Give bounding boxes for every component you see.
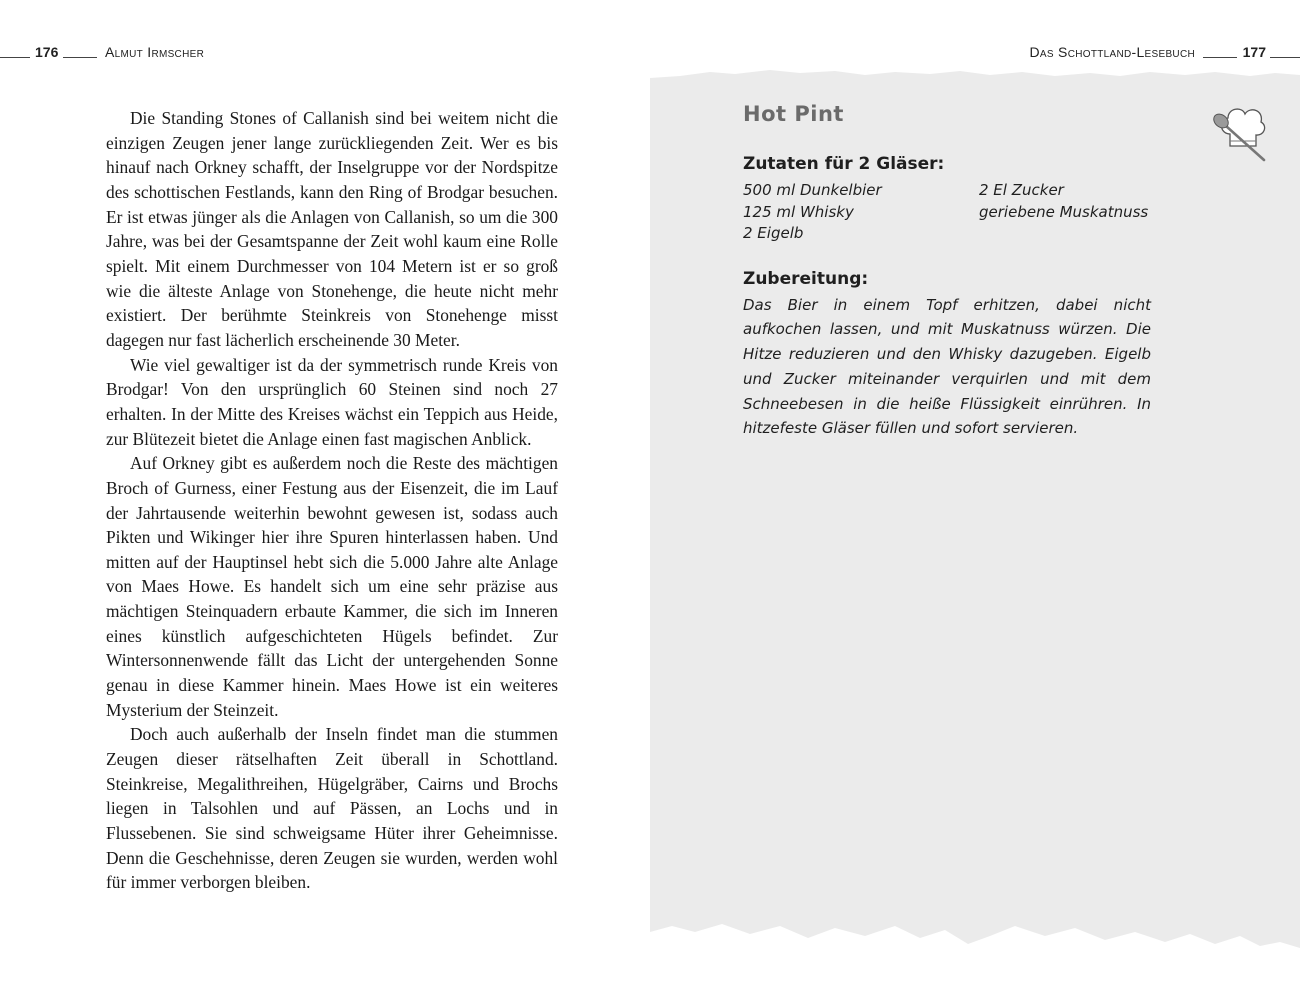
body-paragraph: Doch auch außerhalb der Inseln findet man die stummen Zeugen dieser rätselhaften Zeit überall in Schottland. Steinkreise, Megalithreihen, Hügelgräber, Cairns und Brochs liegen in Talsohlen und auf Pässen, an Lochs und in Flussebenen. Sie sind schweigsame Hüter ihrer Geheimnisse. Denn die Geschehnisse, deren Zeugen sie wurden, werden wohl für immer verborgen bleiben. (106, 724, 558, 893)
chef-hat-spoon-icon (1212, 104, 1268, 162)
left-page-body (106, 106, 558, 895)
ingredients-list (743, 180, 1151, 245)
ingredients-heading: Zutaten für 2 Gläser: (743, 154, 945, 174)
preparation-text: Das Bier in einem Topf erhitzen, dabei nicht aufkochen lassen, und mit Muskatnuss würzen. Die Hitze reduzieren und den Whisky dazugeben. Eigelb und Zucker miteinander verquirlen und mit dem Schneebesen in die heiße Flüssigkeit einrühren. In hitzefeste Gläser füllen und sofort servieren. (743, 295, 1151, 438)
body-paragraph: Wie viel gewaltiger ist da der symmetrisch runde Kreis von Brodgar! Von den ursprünglich 60 Steinen sind noch 27 erhalten. In der Mitte des Kreises wächst ein Teppich aus Heide, zur Blütezeit bietet die Anlage einen fast magischen Anblick. (106, 354, 558, 449)
ingredient-item: 500 ml Dunkelbier (743, 181, 882, 199)
recipe-panel (650, 70, 1300, 950)
ingredient-item: 2 El Zucker (979, 181, 1064, 199)
header-rule (0, 57, 30, 58)
body-paragraph: Auf Orkney gibt es außerdem noch die Reste des mächtigen Broch of Gurness, einer Festung aus der Eisenzeit, die im Lauf der Jahrtausende weiterhin bewohnt gewesen ist, sodass auch Pikten und Wikinger hier ihre Spuren hinterlassen haben. Und mitten auf der Hauptinsel hebt sich die 5.000 Jahre alte Anlage von Maes Howe. Es handelt sich um eine sehr präzise aus mächtigen Steinquadern erbaute Kammer, die sich im Inneren eines künstlich aufgeschichteten Hügels befindet. Zur Wintersonnenwende fällt das Licht der untergehenden Sonne genau in diese Kammer hinein. Maes Howe ist ein weiteres Mysterium der Steinzeit. (106, 453, 558, 720)
left-running-title: Almut Irmscher (105, 44, 205, 60)
header-rule (1203, 57, 1237, 58)
ingredient-item: 125 ml Whisky (743, 202, 854, 221)
right-page-number: 177 (1242, 44, 1266, 60)
right-running-header (660, 42, 1300, 64)
left-page-number: 176 (35, 44, 59, 60)
recipe-title: Hot Pint (743, 102, 844, 126)
header-rule (1270, 57, 1300, 58)
left-running-header (0, 42, 640, 64)
body-paragraph: Die Standing Stones of Callanish sind bei weitem nicht die einzigen Zeugen jener lange zurückliegenden Zeit. Wer es bis hinauf nach Orkney schafft, der Inselgruppe vor der Nordspitze des schottischen Festlands, kann den Ring of Brodgar besuchen. Er ist etwas jünger als die Anlagen von Callanish, so um die 300 Jahre, was bei der Gesamtspanne der Zeit wohl kaum eine Rolle spielt. Mit einem Durchmesser von 104 Metern ist er so groß wie die älteste Anlage von Stonehenge, die heute nicht mehr existiert. Der berühmte Steinkreis von Stonehenge misst dagegen nur fast lächerlich erscheinende 30 Meter. (106, 108, 558, 350)
ingredient-item: geriebene Muskatnuss (979, 202, 1149, 221)
header-rule (63, 57, 97, 58)
right-running-title: Das Schottland-Lesebuch (1029, 44, 1195, 60)
ingredient-item: 2 Eigelb (743, 224, 804, 242)
preparation-heading: Zubereitung: (743, 268, 869, 289)
recipe (743, 102, 1151, 441)
